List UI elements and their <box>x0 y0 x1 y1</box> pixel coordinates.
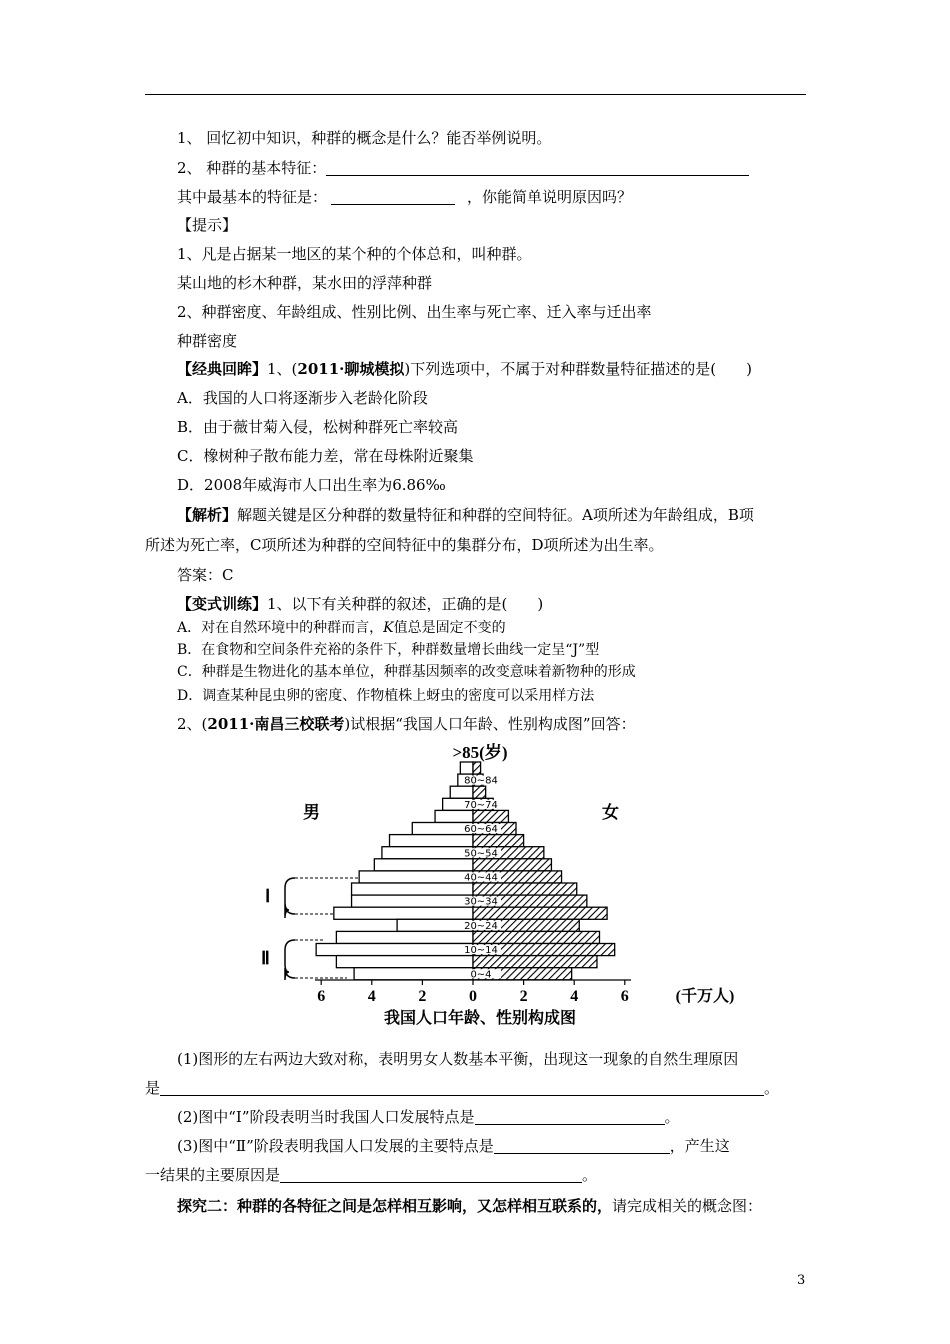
analysis-line-2: 所述为死亡率，C项所述为种群的空间特征中的集群分布，D项所述为出生率。 <box>145 536 664 554</box>
age-label-50~54: 50~54 <box>464 848 498 860</box>
classic-num: 1、( <box>267 360 298 378</box>
sub3-post: ，产生这 <box>669 1137 730 1155</box>
chart-top-label: >85(岁) <box>452 743 508 762</box>
explore-bold: 探究二：种群的各特征之间是怎样相互影响，又怎样相互联系的， <box>177 1197 613 1215</box>
question-2b-post: ，你能简单说明原因吗？ <box>467 188 633 206</box>
male-bar-45~49 <box>374 859 473 871</box>
sub-question-1b <box>145 1078 779 1098</box>
sub1b-pre: 是 <box>145 1079 161 1097</box>
hint-heading: 【提示】 <box>177 216 238 234</box>
male-bar->85 <box>460 762 473 774</box>
option-d: D．2008年威海市人口出生率为6.86‰ <box>177 476 446 494</box>
answer-blank-sub1[interactable] <box>160 1079 764 1096</box>
analysis-label: 【解析】 <box>177 506 238 524</box>
variant-text: 1、以下有关种群的叙述，正确的是( ) <box>267 595 544 613</box>
variant-question <box>177 594 543 614</box>
variant-a-k: K <box>383 620 394 636</box>
age-label-40~44: 40~44 <box>464 872 498 884</box>
population-pyramid-chart <box>255 742 745 1030</box>
x-tick-label-0: 6 <box>317 988 326 1005</box>
q3-source: 2011·南昌三校联考 <box>207 715 345 733</box>
sub3-pre: (3)图中“Ⅱ”阶段表明我国人口发展的主要特点是 <box>177 1137 494 1155</box>
x-tick-label-3: 0 <box>469 988 477 1005</box>
variant-option-a <box>177 618 506 638</box>
male-bar-10~14 <box>316 944 473 956</box>
sub2-pre: (2)图中“Ⅰ”阶段表明当时我国人口发展特点是 <box>177 1108 475 1126</box>
answer-blank-features[interactable] <box>326 159 749 176</box>
male-bar-25~29 <box>334 907 473 919</box>
sub-question-1: (1)图形的左右两边大致对称，表明男女人数基本平衡，出现这一现象的自然生理原因 <box>177 1050 739 1068</box>
age-label-80~84: 80~84 <box>464 775 498 787</box>
analysis-line-1 <box>177 505 754 525</box>
age-label-10~14: 10~14 <box>464 945 498 957</box>
stage-2-brace <box>285 940 295 980</box>
age-label-30~34: 30~34 <box>464 896 498 908</box>
option-b: B．由于薇甘菊入侵，松树种群死亡率较高 <box>177 418 459 436</box>
x-tick-label-2: 2 <box>418 988 427 1005</box>
male-bar-55~59 <box>390 835 473 847</box>
male-bar-0~4 <box>354 968 473 980</box>
female-bar-25~29 <box>473 907 607 919</box>
female-bar->85 <box>473 762 481 774</box>
stage-2-label: Ⅱ <box>261 948 270 968</box>
question-3 <box>177 714 636 734</box>
sub-question-2 <box>177 1107 680 1127</box>
stage-1-brace <box>285 878 295 918</box>
female-bar-65~69 <box>473 810 508 822</box>
sub-question-3b <box>145 1165 597 1185</box>
variant-option-c: C．种群是生物进化的基本单位，种群基因频率的改变意味着新物种的形成 <box>177 664 636 680</box>
hint-2: 2、种群密度、年龄组成、性别比例、出生率与死亡率、迁入率与迁出率 <box>177 303 652 321</box>
female-bar-75~79 <box>473 786 486 798</box>
sub2-post: 。 <box>664 1108 680 1126</box>
female-bar-5~9 <box>473 956 597 968</box>
x-tick-label-5: 4 <box>570 988 579 1005</box>
question-2b-pre: 其中最基本的特征是： <box>177 188 328 206</box>
explore-two <box>177 1196 762 1216</box>
x-tick-label-1: 4 <box>367 988 376 1005</box>
question-2b <box>177 187 632 207</box>
sub1b-post: 。 <box>764 1079 780 1097</box>
question-1: 1、 回忆初中知识，种群的概念是什么？能否举例说明。 <box>177 129 552 147</box>
sub3b-post: 。 <box>582 1166 598 1184</box>
stage-1-label: Ⅰ <box>265 886 271 906</box>
hint-2b: 种群密度 <box>177 332 238 350</box>
q3-num: 2、( <box>177 715 208 733</box>
female-bar-45~49 <box>473 859 551 871</box>
hint-1: 1、凡是占据某一地区的某个种的个体总和，叫种群。 <box>177 245 532 263</box>
hint-1b: 某山地的杉木种群，某水田的浮萍种群 <box>177 274 433 292</box>
chart-female-label: 女 <box>602 803 619 822</box>
sub3b-pre: 一结果的主要原因是 <box>145 1166 281 1184</box>
classic-question <box>177 359 752 379</box>
variant-option-d: D．调查某种昆虫卵的密度、作物植株上蚜虫的密度可以采用样方法 <box>177 688 595 704</box>
variant-a-post: 值总是固定不变的 <box>393 620 506 636</box>
male-bar-40~44 <box>359 871 473 883</box>
answer-blank-sub2[interactable] <box>475 1108 665 1125</box>
classic-source: 2011·聊城模拟 <box>297 360 405 378</box>
analysis-text-1: 解题关键是区分种群的数量特征和种群的空间特征。A项所述为年龄组成，B项 <box>237 506 754 524</box>
x-tick-label-6: 6 <box>620 988 629 1005</box>
age-label-70~74: 70~74 <box>464 799 498 811</box>
answer-blank-sub3b[interactable] <box>280 1166 582 1183</box>
age-label-0~4: 0~4 <box>470 969 492 981</box>
female-bar-55~59 <box>473 835 524 847</box>
chart-male-label: 男 <box>303 803 320 822</box>
answer: 答案：C <box>177 566 234 584</box>
male-bar-35~39 <box>352 883 473 895</box>
question-2 <box>177 158 749 178</box>
header-rule <box>145 94 806 95</box>
female-bar-35~39 <box>473 883 577 895</box>
age-label-20~24: 20~24 <box>464 920 498 932</box>
male-bar-75~79 <box>450 786 473 798</box>
male-bar-30~34 <box>352 895 473 907</box>
chart-title: 我国人口年龄、性别构成图 <box>383 1010 577 1027</box>
variant-label: 【变式训练】 <box>177 595 268 613</box>
explore-rest: 请完成相关的概念图： <box>612 1197 763 1215</box>
female-bar-15~19 <box>473 931 600 943</box>
variant-option-b: B．在食物和空间条件充裕的条件下，种群数量增长曲线一定呈“J”型 <box>177 642 600 658</box>
option-a: A．我国的人口将逐渐步入老龄化阶段 <box>177 389 428 407</box>
male-bar-50~54 <box>382 847 473 859</box>
question-2-text: 2、 种群的基本特征： <box>177 159 327 177</box>
male-bar-5~9 <box>336 956 473 968</box>
x-tick-label-4: 2 <box>519 988 528 1005</box>
q3-text: )试根据“我国人口年龄、性别构成图”回答： <box>344 715 636 733</box>
answer-blank-sub3a[interactable] <box>494 1137 670 1154</box>
male-bar-15~19 <box>336 931 473 943</box>
page-number: 3 <box>797 1273 806 1288</box>
option-c: C．橡树种子散布能力差，常在母株附近聚集 <box>177 447 474 465</box>
classic-label: 【经典回眸】 <box>177 360 268 378</box>
x-unit-label: (千万人) <box>675 988 735 1005</box>
sub-question-3 <box>177 1136 730 1156</box>
age-label-60~64: 60~64 <box>464 824 498 836</box>
answer-blank-basic-feature[interactable] <box>331 188 455 205</box>
classic-text: )下列选项中，不属于对种群数量特征描述的是( ) <box>404 360 752 378</box>
variant-a-pre: A．对在自然环境中的种群而言， <box>177 620 384 636</box>
male-bar-65~69 <box>435 810 473 822</box>
